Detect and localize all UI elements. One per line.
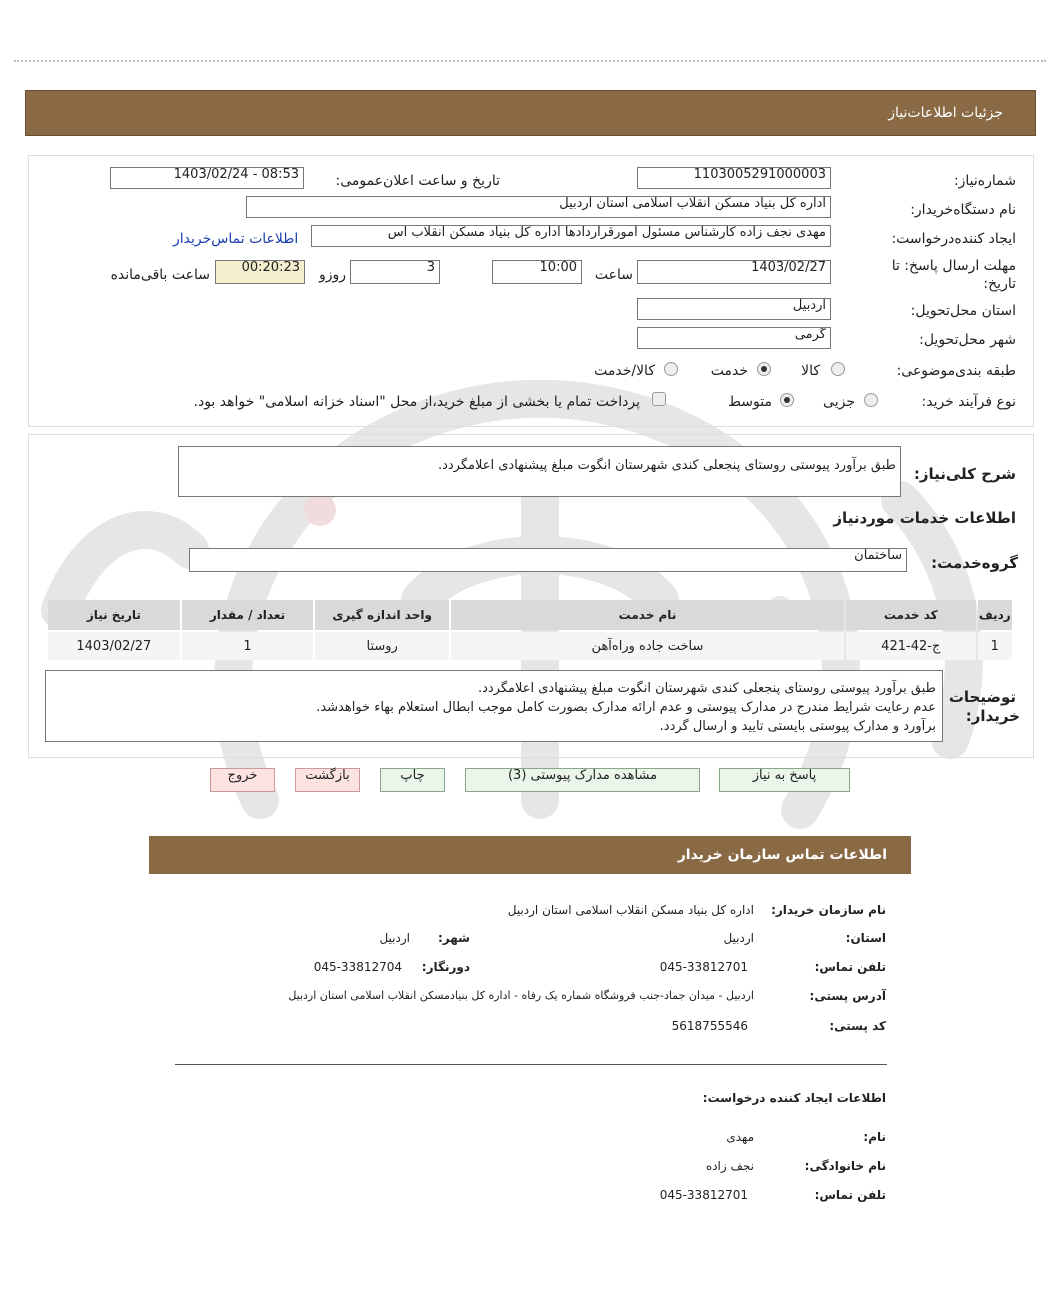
cell-quantity: 1	[182, 632, 314, 660]
contact-province-value: اردبیل	[723, 931, 754, 945]
contact-fax-label: دورنگار:	[421, 960, 470, 974]
city-field[interactable]: گرمی	[637, 327, 831, 349]
buyer-notes-label-2: خریدار:	[965, 707, 1020, 725]
buyer-org-field[interactable]: اداره کل بنیاد مسکن انقلاب اسلامی استان اردبیل	[246, 196, 831, 218]
process-radio-medium[interactable]	[780, 393, 794, 407]
contact-fax-value: 045-33812704	[313, 960, 402, 974]
contact-postal-label: کد پستی:	[829, 1019, 886, 1033]
category-option-goods: کالا	[801, 363, 820, 379]
contact-province-label: استان:	[845, 931, 886, 945]
contact-section-header	[149, 836, 911, 874]
creator-phone-label: تلفن تماس:	[814, 1188, 886, 1202]
col-service-code: کد خدمت	[846, 600, 976, 630]
print-button[interactable]: چاپ	[380, 768, 445, 792]
process-option-medium: متوسط	[728, 394, 772, 410]
top-dotted-divider	[14, 60, 1046, 62]
summary-label: شرح کلی‌نیاز:	[913, 465, 1016, 483]
contact-postal-value: 5618755546	[671, 1019, 748, 1033]
creator-name-label: نام:	[863, 1130, 886, 1144]
buyer-notes-field[interactable]	[45, 670, 943, 742]
service-group-label: گروه‌خدمت:	[931, 554, 1018, 572]
buyer-notes-label: توضیحات	[948, 688, 1016, 706]
creator-name-value: مهدی	[726, 1130, 754, 1144]
contact-section-title: اطلاعات تماس سازمان خریدار	[677, 847, 887, 863]
treasury-payment-note: پرداخت تمام یا بخشی از مبلغ خرید،از محل "اسناد خزانه اسلامی" خواهد بود.	[193, 394, 640, 410]
category-option-service: خدمت	[710, 363, 748, 379]
contact-org-value: اداره کل بنیاد مسکن انقلاب اسلامی استان اردبیل	[507, 903, 754, 917]
back-button[interactable]: بازگشت	[295, 768, 360, 792]
summary-field[interactable]: طبق برآورد پیوستی روستای پنجعلی کندی شهرستان انگوت مبلغ پیشنهادی اعلامگردد.	[178, 446, 901, 497]
cell-service-name: ساخت جاده وراه‌آهن	[451, 632, 844, 660]
col-need-date: تاریخ نیاز	[48, 600, 180, 630]
view-attachments-button[interactable]: مشاهده مدارک پیوستی (3)	[465, 768, 700, 792]
contact-city-value: اردبیل	[379, 931, 410, 945]
need-number-field[interactable]: 1103005291000003	[637, 167, 831, 189]
col-service-name: نام خدمت	[451, 600, 844, 630]
deadline-date-field[interactable]: 1403/02/27	[637, 260, 831, 284]
service-group-field[interactable]: ساختمان	[189, 548, 907, 572]
category-label: طبقه بندی‌موضوعی:	[896, 363, 1016, 379]
deadline-label: مهلت ارسال پاسخ: تا	[891, 258, 1016, 274]
province-label: استان محل‌تحویل:	[910, 303, 1016, 319]
services-table	[46, 598, 1014, 662]
category-radio-goods[interactable]	[831, 362, 845, 376]
city-label: شهر محل‌تحویل:	[919, 332, 1016, 348]
announce-date-label: تاریخ و ساعت اعلان‌عمومی:	[335, 173, 500, 189]
table-row[interactable]	[48, 632, 1012, 660]
cell-need-date: 1403/02/27	[48, 632, 180, 660]
contact-address-value: اردبیل - میدان جماد-جنب فروشگاه شماره یک رفاه - اداره کل بنیادمسکن انقلاب اسلامی استان اردبیل	[288, 989, 754, 1002]
announce-date-field[interactable]: 1403/02/24 - 08:53	[110, 167, 304, 189]
col-quantity: تعداد / مقدار	[182, 600, 314, 630]
creator-family-value: نجف زاده	[705, 1159, 754, 1173]
contact-phone-label: تلفن تماس:	[814, 960, 886, 974]
page-title: جزئیات اطلاعات‌نیاز	[888, 105, 1003, 121]
category-radio-goods-service[interactable]	[664, 362, 678, 376]
cell-service-code: ج-42-421	[846, 632, 976, 660]
treasury-payment-checkbox[interactable]	[652, 392, 666, 406]
creator-info-title: اطلاعات ایجاد کننده درخواست:	[702, 1091, 886, 1105]
contact-phone-value: 045-33812701	[659, 960, 748, 974]
deadline-time-field[interactable]: 10:00	[492, 260, 582, 284]
process-radio-minor[interactable]	[864, 393, 878, 407]
page-header-bar	[25, 90, 1036, 136]
remaining-time-label: ساعت باقی‌مانده	[110, 267, 210, 283]
col-row-number: ردیف	[978, 600, 1012, 630]
buyer-note-line: طبق برآورد پیوستی روستای پنجعلی کندی شهرستان انگوت مبلغ پیشنهادی اعلامگردد.	[477, 681, 936, 696]
cell-row-number: 1	[978, 632, 1012, 660]
process-option-minor: جزیی	[823, 394, 855, 410]
col-unit: واحد اندازه گیری	[315, 600, 449, 630]
remaining-time-field[interactable]: 00:20:23	[215, 260, 305, 284]
reply-button[interactable]: پاسخ به نیاز	[719, 768, 850, 792]
process-type-label: نوع فرآیند خرید:	[921, 394, 1016, 410]
deadline-time-label: ساعت	[594, 267, 633, 283]
deadline-date-label: تاریخ:	[983, 276, 1016, 292]
table-header-row	[48, 600, 1012, 630]
contact-divider	[175, 1064, 887, 1065]
province-field[interactable]: اردبیل	[637, 298, 831, 320]
category-radio-service[interactable]	[757, 362, 771, 376]
creator-label: ایجاد کننده‌درخواست:	[891, 231, 1016, 247]
creator-field[interactable]: مهدی نجف زاده کارشناس مسئول امورقراردادها اداره کل بنیاد مسکن انقلاب اس	[311, 225, 831, 247]
need-number-label: شماره‌نیاز:	[953, 173, 1016, 189]
days-label: روزو	[318, 267, 346, 283]
contact-address-label: آدرس پستی:	[809, 989, 886, 1003]
services-section-title: اطلاعات خدمات موردنیاز	[833, 509, 1016, 527]
buyer-org-label: نام دستگاه‌خریدار:	[910, 202, 1016, 218]
contact-org-label: نام سازمان خریدار:	[771, 903, 886, 917]
category-option-goods-service: کالا/خدمت	[594, 363, 655, 379]
buyer-note-line: برآورد و مدارک پیوستی بایستی تایید و ارسال گردد.	[659, 719, 936, 734]
buyer-note-line: عدم رعایت شرایط مندرج در مدارک پیوستی و عدم ارائه مدارک بصورت کامل موجب ابطال استعلام بهاء خواهدشد.	[316, 700, 936, 715]
contact-city-label: شهر:	[438, 931, 470, 945]
days-remaining-field[interactable]: 3	[350, 260, 440, 284]
creator-phone-value: 045-33812701	[659, 1188, 748, 1202]
exit-button[interactable]: خروج	[210, 768, 275, 792]
creator-family-label: نام خانوادگی:	[804, 1159, 886, 1173]
buyer-contact-link[interactable]: اطلاعات تماس‌خریدار	[173, 231, 299, 247]
cell-unit: روستا	[315, 632, 449, 660]
